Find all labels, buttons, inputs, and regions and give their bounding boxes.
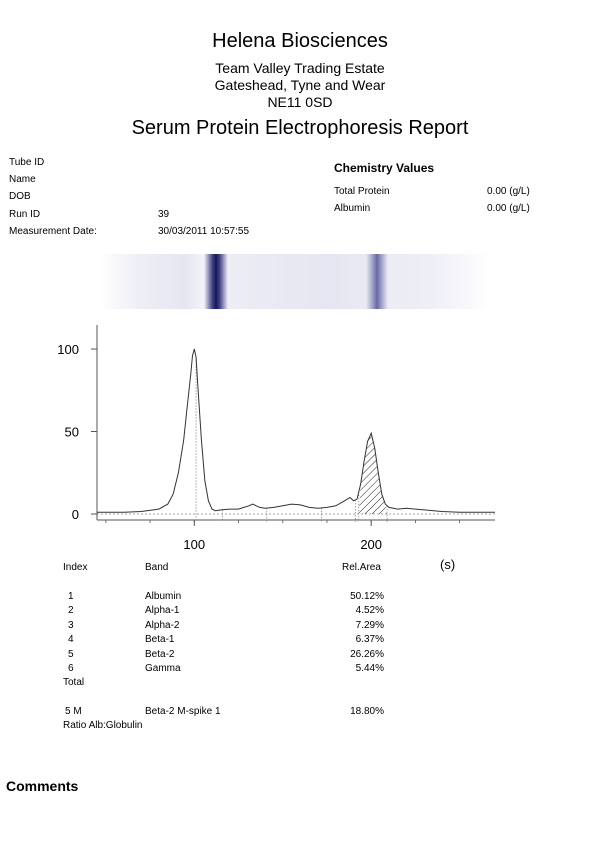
y-tick-label: 100	[57, 342, 79, 357]
mspike-index: 5 M	[65, 706, 82, 717]
fraction-rel-area: 6.37%	[355, 634, 384, 645]
col-index-header: Index	[63, 562, 88, 573]
fraction-band: Gamma	[145, 663, 181, 674]
gel-band-beta2	[366, 254, 388, 309]
gel-strip	[100, 254, 490, 309]
lab-name: Helena Biosciences	[212, 30, 388, 52]
measurement-date-value: 30/03/2011 10:57:55	[158, 226, 250, 237]
x-axis-unit: (s)	[440, 557, 456, 572]
fraction-index: 2	[68, 605, 74, 616]
fraction-index: 4	[68, 634, 74, 645]
total-protein-label: Total Protein	[334, 186, 390, 197]
tube-id-label: Tube ID	[9, 157, 45, 168]
name-label: Name	[9, 174, 36, 185]
fraction-band: Beta-1	[145, 634, 175, 645]
fraction-rel-area: 26.26%	[350, 649, 384, 660]
fraction-rel-area: 4.52%	[355, 605, 384, 616]
total-protein-value: 0.00 (g/L)	[487, 186, 530, 197]
fraction-index: 1	[68, 591, 74, 602]
x-tick-label: 100	[183, 537, 206, 552]
run-id-label: Run ID	[9, 209, 41, 220]
fraction-band: Alpha-2	[145, 620, 180, 631]
col-relarea-header: Rel.Area	[342, 562, 381, 573]
fraction-rel-area: 7.29%	[355, 620, 384, 631]
mspike-value: 18.80%	[350, 706, 384, 717]
x-tick-label: 200	[360, 537, 383, 552]
mspike-hatch	[359, 433, 387, 514]
fraction-band: Alpha-1	[145, 605, 180, 616]
address-line-3: NE11 0SD	[267, 94, 333, 110]
y-tick-label: 50	[64, 424, 79, 440]
fraction-index: 5	[68, 649, 74, 660]
densitometry-chart	[0, 320, 600, 560]
dob-label: DOB	[9, 191, 31, 202]
y-tick-label: 0	[71, 507, 79, 522]
albumin-chem-value: 0.00 (g/L)	[487, 203, 530, 214]
fraction-band: Albumin	[145, 591, 182, 602]
fraction-band: Beta-2	[145, 649, 175, 660]
ratio-label: Ratio Alb:Globulin	[63, 720, 143, 731]
densitometry-curve	[97, 349, 495, 512]
fraction-rel-area: 50.12%	[350, 591, 384, 602]
total-label: Total	[63, 677, 85, 688]
mspike-band: Beta-2 M-spike 1	[145, 706, 221, 717]
fraction-rel-area: 5.44%	[355, 663, 384, 674]
fraction-index: 3	[68, 620, 74, 631]
address-line-1: Team Valley Trading Estate	[215, 60, 385, 76]
chemistry-title: Chemistry Values	[334, 161, 435, 175]
col-band-header: Band	[145, 562, 169, 573]
fraction-index: 6	[68, 663, 74, 674]
report-title: Serum Protein Electrophoresis Report	[131, 117, 469, 139]
gel-band-albumin	[204, 254, 228, 309]
measurement-date-label: Measurement Date:	[9, 226, 97, 237]
address-line-2: Gateshead, Tyne and Wear	[214, 77, 386, 93]
albumin-chem-label: Albumin	[334, 203, 371, 214]
run-id-value: 39	[158, 209, 170, 220]
comments-heading: Comments	[6, 778, 79, 794]
